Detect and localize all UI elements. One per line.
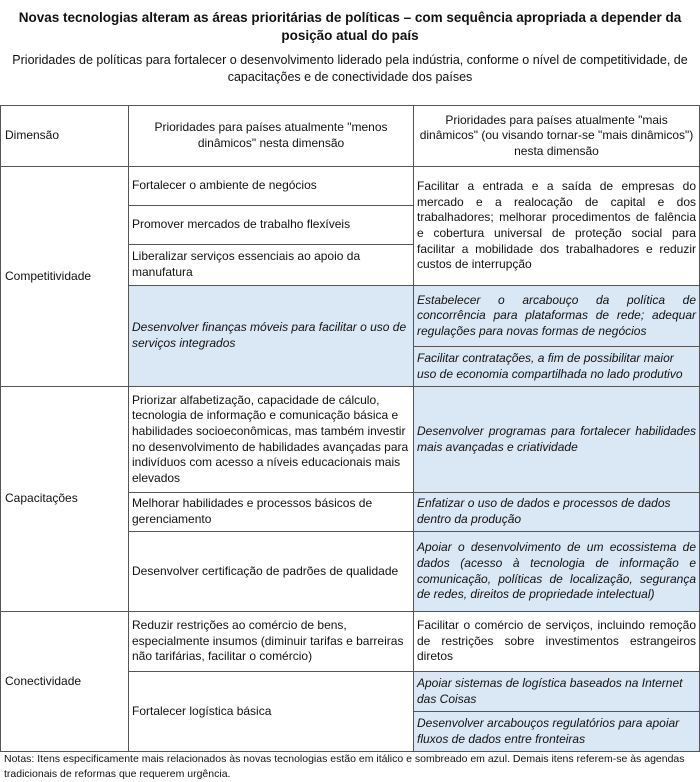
conectividade-less-1: Reduzir restrições ao comércio de bens, especialmente insumos (diminuir tarifas e barreiras não tarifárias, facilitar o comércio): [128, 611, 414, 672]
header-less-dynamic: Prioridades para países atualmente "menos dinâmicos" nesta dimensão: [128, 105, 414, 167]
conectividade-more-3: Desenvolver arcabouços regulatórios para apoiar fluxos de dados entre fronteiras: [413, 711, 700, 752]
dimension-capacitacoes: Capacitações: [0, 386, 129, 612]
conectividade-less-2: Fortalecer logística básica: [128, 671, 414, 752]
header-more-dynamic: Prioridades para países atualmente "mais dinâmicos" (ou visando tornar-se "mais dinâmicos") nesta dimensão: [413, 105, 700, 167]
capacitacoes-less-3: Desenvolver certificação de padrões de qualidade: [128, 531, 414, 612]
competitividade-less-3: Liberalizar serviços essenciais ao apoio da manufatura: [128, 244, 414, 286]
competitividade-less-2: Promover mercados de trabalho flexíveis: [128, 205, 414, 245]
page-subtitle: Prioridades de políticas para fortalecer o desenvolvimento liderado pela indústria, conforme o nível de competitividade, de capacitações e de conectividade dos países: [12, 53, 688, 84]
capacitacoes-more-2: Enfatizar o uso de dados e processos de dados dentro da produção: [413, 492, 700, 532]
competitividade-more-2: Estabelecer o arcabouço da política de concorrência para plataformas de rede; adequar regulações para novas formas de negócios: [413, 285, 700, 347]
capacitacoes-less-1: Priorizar alfabetização, capacidade de cálculo, tecnologia de informação e comunicação básica e habilidades socioeconômicas, mas também investir no desenvolvimento de habilidades avançadas para indivíduos com acesso a níveis educacionais mais elevados: [128, 386, 414, 493]
conectividade-more-2: Apoiar sistemas de logística baseados na Internet das Coisas: [413, 671, 700, 712]
capacitacoes-more-3: Apoiar o desenvolvimento de um ecossistema de dados (acesso à tecnologia de informação e comunicação, políticas de localização, segurança de redes, direitos de propriedade intelectual): [413, 531, 700, 612]
dimension-conectividade: Conectividade: [0, 611, 129, 752]
table-notes: Notas: Itens especificamente mais relacionados às novas tecnologias estão em itálico e sombreado em azul. Demais itens referem-se às agendas tradicionais de reformas que requerem urgência.: [4, 753, 685, 780]
header-dimension: Dimensão: [0, 105, 129, 167]
competitividade-less-4: Desenvolver finanças móveis para facilitar o uso de serviços integrados: [128, 285, 414, 387]
competitividade-more-1: Facilitar a entrada e a saída de empresas do mercado e a realocação de capital e dos trabalhadores; melhorar procedimentos de falência e cobertura universal de proteção social para facilitar a mobilidade dos trabalhadores e reduzir custos de interrupção: [413, 166, 700, 286]
capacitacoes-more-1: Desenvolver programas para fortalecer habilidades mais avançadas e criatividade: [413, 386, 700, 493]
conectividade-more-1: Facilitar o comércio de serviços, incluindo remoção de restrições sobre investimentos estrangeiros diretos: [413, 611, 700, 672]
page-title: Novas tecnologias alteram as áreas prioritárias de políticas – com sequência apropriada a depender da posição atual do país: [18, 10, 682, 43]
dimension-competitividade: Competitividade: [0, 166, 129, 387]
competitividade-less-1: Fortalecer o ambiente de negócios: [128, 166, 414, 206]
capacitacoes-less-2: Melhorar habilidades e processos básicos de gerenciamento: [128, 492, 414, 532]
competitividade-more-3: Facilitar contratações, a fim de possibilitar maior uso de economia compartilhada no lado produtivo: [413, 346, 700, 387]
